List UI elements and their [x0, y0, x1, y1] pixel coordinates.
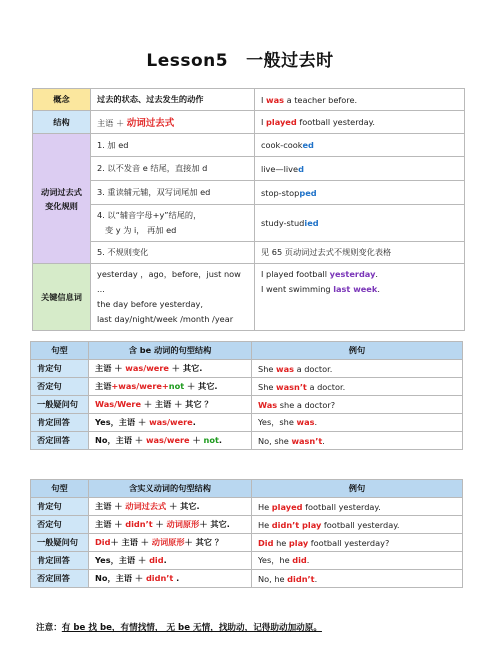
text-segment: Yes，主语 ＋: [95, 555, 150, 565]
sentence-type: 肯定回答: [31, 414, 89, 432]
text-segment: 动词原形: [166, 519, 200, 529]
text-segment: ＋ 主语 ＋: [110, 537, 152, 547]
structure-cell: [89, 432, 252, 450]
rule-text: 3. 重读辅元辅，双写词尾加 ed: [91, 181, 255, 205]
example-cell: [252, 534, 463, 552]
text-segment: No，主语 ＋: [95, 573, 146, 583]
text-segment: Did: [258, 537, 274, 548]
keywords-row: [33, 264, 465, 331]
definition-row: [33, 89, 465, 111]
text-segment: was/were: [149, 417, 193, 427]
text-segment: Was/Were: [95, 399, 142, 409]
text-segment: didn’t: [125, 519, 153, 529]
text-segment: 主语 ＋: [95, 363, 126, 373]
sentence-type: 否定句: [31, 378, 89, 396]
text-segment: didn’t: [287, 573, 315, 584]
column-header: 例句: [252, 342, 463, 360]
action-verb-table: [30, 479, 463, 588]
text-segment: .: [322, 435, 325, 446]
column-header: 含实义动词的句型结构: [89, 480, 252, 498]
example-cell: [252, 498, 463, 516]
rule-example: study-studied: [255, 205, 465, 242]
text-segment: played: [271, 501, 303, 512]
text-segment: .: [173, 573, 180, 583]
text-segment: Yes，he: [258, 555, 293, 565]
structure-cell: [89, 552, 252, 570]
table-row: [31, 360, 463, 378]
structure-cell: [89, 534, 252, 552]
definition-label: 概念: [33, 89, 91, 111]
text-segment: was: [276, 363, 294, 374]
example-cell: [252, 432, 463, 450]
table-row: [31, 552, 463, 570]
text-segment: Did: [95, 537, 111, 547]
rule-row: [33, 205, 465, 242]
structure-cell: [89, 378, 252, 396]
example-cell: [252, 570, 463, 588]
text-segment: No, she: [258, 435, 292, 446]
sentence-type: 否定回答: [31, 432, 89, 450]
table-row: [31, 432, 463, 450]
example-cell: [252, 378, 463, 396]
rule-text: 4. 以“辅音字母+y”结尾的， 变 y 为 i， 再加 ed: [91, 205, 255, 242]
text-segment: didn’t: [145, 573, 174, 583]
sentence-type: 肯定句: [31, 360, 89, 378]
be-verb-table: [30, 341, 463, 450]
text-segment: ＋ 其它.: [166, 501, 200, 511]
text-segment: a doctor.: [306, 381, 346, 392]
sentence-type: 一般疑问句: [31, 396, 89, 414]
mnemonic-note: [36, 621, 322, 633]
text-segment: No，主语 ＋: [95, 435, 146, 445]
text-segment: ＋: [152, 519, 167, 529]
rule-example: 见 65 页动词过去式不规则变化表格: [255, 242, 465, 264]
text-segment: was/were: [125, 363, 169, 373]
structure-formula: 主语 ＋ 动词过去式: [91, 111, 255, 134]
column-header: 含 be 动词的句型结构: [89, 342, 252, 360]
text-segment: Yes，she: [258, 417, 297, 427]
rule-row: [33, 242, 465, 264]
text-segment: Yes，主语 ＋: [95, 417, 150, 427]
example-cell: [252, 552, 463, 570]
table-row: [31, 534, 463, 552]
lesson-number: Lesson5: [146, 51, 229, 71]
rule-example: stop-stopped: [255, 181, 465, 205]
rule-example: live—lived: [255, 157, 465, 181]
table-row: [31, 396, 463, 414]
rule-example: cook-cooked: [255, 134, 465, 157]
structure-label: 结构: [33, 111, 91, 134]
text-segment: was: [296, 417, 315, 427]
sentence-type: 否定回答: [31, 570, 89, 588]
note-prefix: 注意：: [36, 623, 62, 633]
text-segment: No, he: [258, 573, 288, 584]
structure-cell: [89, 396, 252, 414]
text-segment: He: [258, 501, 272, 512]
text-segment: did: [292, 555, 307, 565]
text-segment: 主语: [95, 381, 112, 391]
example-cell: [252, 396, 463, 414]
text-segment: he: [273, 537, 289, 548]
text-segment: she a doctor?: [277, 399, 336, 410]
definition-desc: 过去的状态、过去发生的动作: [91, 89, 255, 111]
header-row: [31, 342, 463, 360]
column-header: 例句: [252, 480, 463, 498]
text-segment: +was/were+: [111, 381, 169, 391]
text-segment: 动词过去式: [125, 501, 167, 511]
text-segment: .: [218, 435, 222, 445]
definition-example: I was a teacher before.: [255, 89, 465, 111]
text-segment: ＋ 其它 ？: [184, 537, 223, 547]
text-segment: ＋ 其它.: [184, 381, 218, 391]
text-segment: 动词原形: [151, 537, 185, 547]
text-segment: .: [163, 555, 167, 565]
text-segment: .: [314, 417, 318, 427]
structure-cell: [89, 570, 252, 588]
text-segment: ＋: [189, 435, 204, 445]
text-segment: 主语 ＋: [95, 501, 126, 511]
example-cell: [252, 360, 463, 378]
text-segment: was/were: [145, 435, 190, 445]
keywords-examples: I played football yesterday. I went swimming last week.: [255, 264, 465, 331]
structure-cell: [89, 414, 252, 432]
text-segment: didn’t play: [271, 519, 322, 530]
example-cell: [252, 516, 463, 534]
text-segment: Was: [258, 399, 278, 410]
sentence-type: 肯定句: [31, 498, 89, 516]
table-row: [31, 516, 463, 534]
column-header: 句型: [31, 342, 89, 360]
rules-label: 动词过去式 变化规则: [33, 134, 91, 264]
rule-text: 2. 以不发音 e 结尾，直接加 d: [91, 157, 255, 181]
text-segment: did: [149, 555, 164, 565]
text-segment: 主语 ＋: [95, 519, 126, 529]
text-segment: not: [203, 435, 219, 445]
text-segment: He: [258, 519, 272, 530]
text-segment: ＋ 其它.: [199, 519, 230, 529]
text-segment: She: [258, 381, 277, 392]
table-row: [31, 378, 463, 396]
text-segment: ＋ 其它.: [168, 363, 203, 373]
text-segment: .: [306, 555, 310, 565]
text-segment: .: [314, 573, 318, 584]
text-segment: wasn’t: [291, 435, 323, 446]
text-segment: football yesterday.: [302, 501, 381, 512]
structure-cell: [89, 516, 252, 534]
rule-text: 1. 加 ed: [91, 134, 255, 157]
rule-text: 5. 不规则变化: [91, 242, 255, 264]
text-segment: play: [288, 537, 309, 548]
header-row: [31, 480, 463, 498]
sentence-type: 一般疑问句: [31, 534, 89, 552]
text-segment: wasn’t: [276, 381, 307, 392]
lesson-topic: 一般过去时: [246, 51, 334, 71]
structure-cell: [89, 360, 252, 378]
overview-table: [32, 88, 465, 331]
page-title: [0, 46, 480, 71]
text-segment: football yesterday.: [321, 519, 400, 530]
text-segment: ＋ 主语 ＋ 其它 ？: [141, 399, 213, 409]
keywords-label: 关键信息词: [33, 264, 91, 331]
structure-cell: [89, 498, 252, 516]
example-cell: [252, 414, 463, 432]
sentence-type: 肯定回答: [31, 552, 89, 570]
structure-example: I played football yesterday.: [255, 111, 465, 134]
table-row: [31, 414, 463, 432]
rule-row: [33, 181, 465, 205]
keywords-list: yesterday ，ago，before，just now ... the day before yesterday, last day/night/week /month /year: [91, 264, 255, 331]
sentence-type: 否定句: [31, 516, 89, 534]
table-row: [31, 498, 463, 516]
text-segment: .: [192, 417, 196, 427]
text-segment: She: [258, 363, 277, 374]
text-segment: football yesterday?: [308, 537, 390, 548]
table-row: [31, 570, 463, 588]
text-segment: not: [168, 381, 185, 391]
column-header: 句型: [31, 480, 89, 498]
text-segment: a doctor.: [294, 363, 333, 374]
rule-row: [33, 134, 465, 157]
note-text: 有 be 找 be，有情找情， 无 be 无情，找助动，记得助动加动原。: [61, 623, 322, 633]
rule-row: [33, 157, 465, 181]
structure-row: [33, 111, 465, 134]
